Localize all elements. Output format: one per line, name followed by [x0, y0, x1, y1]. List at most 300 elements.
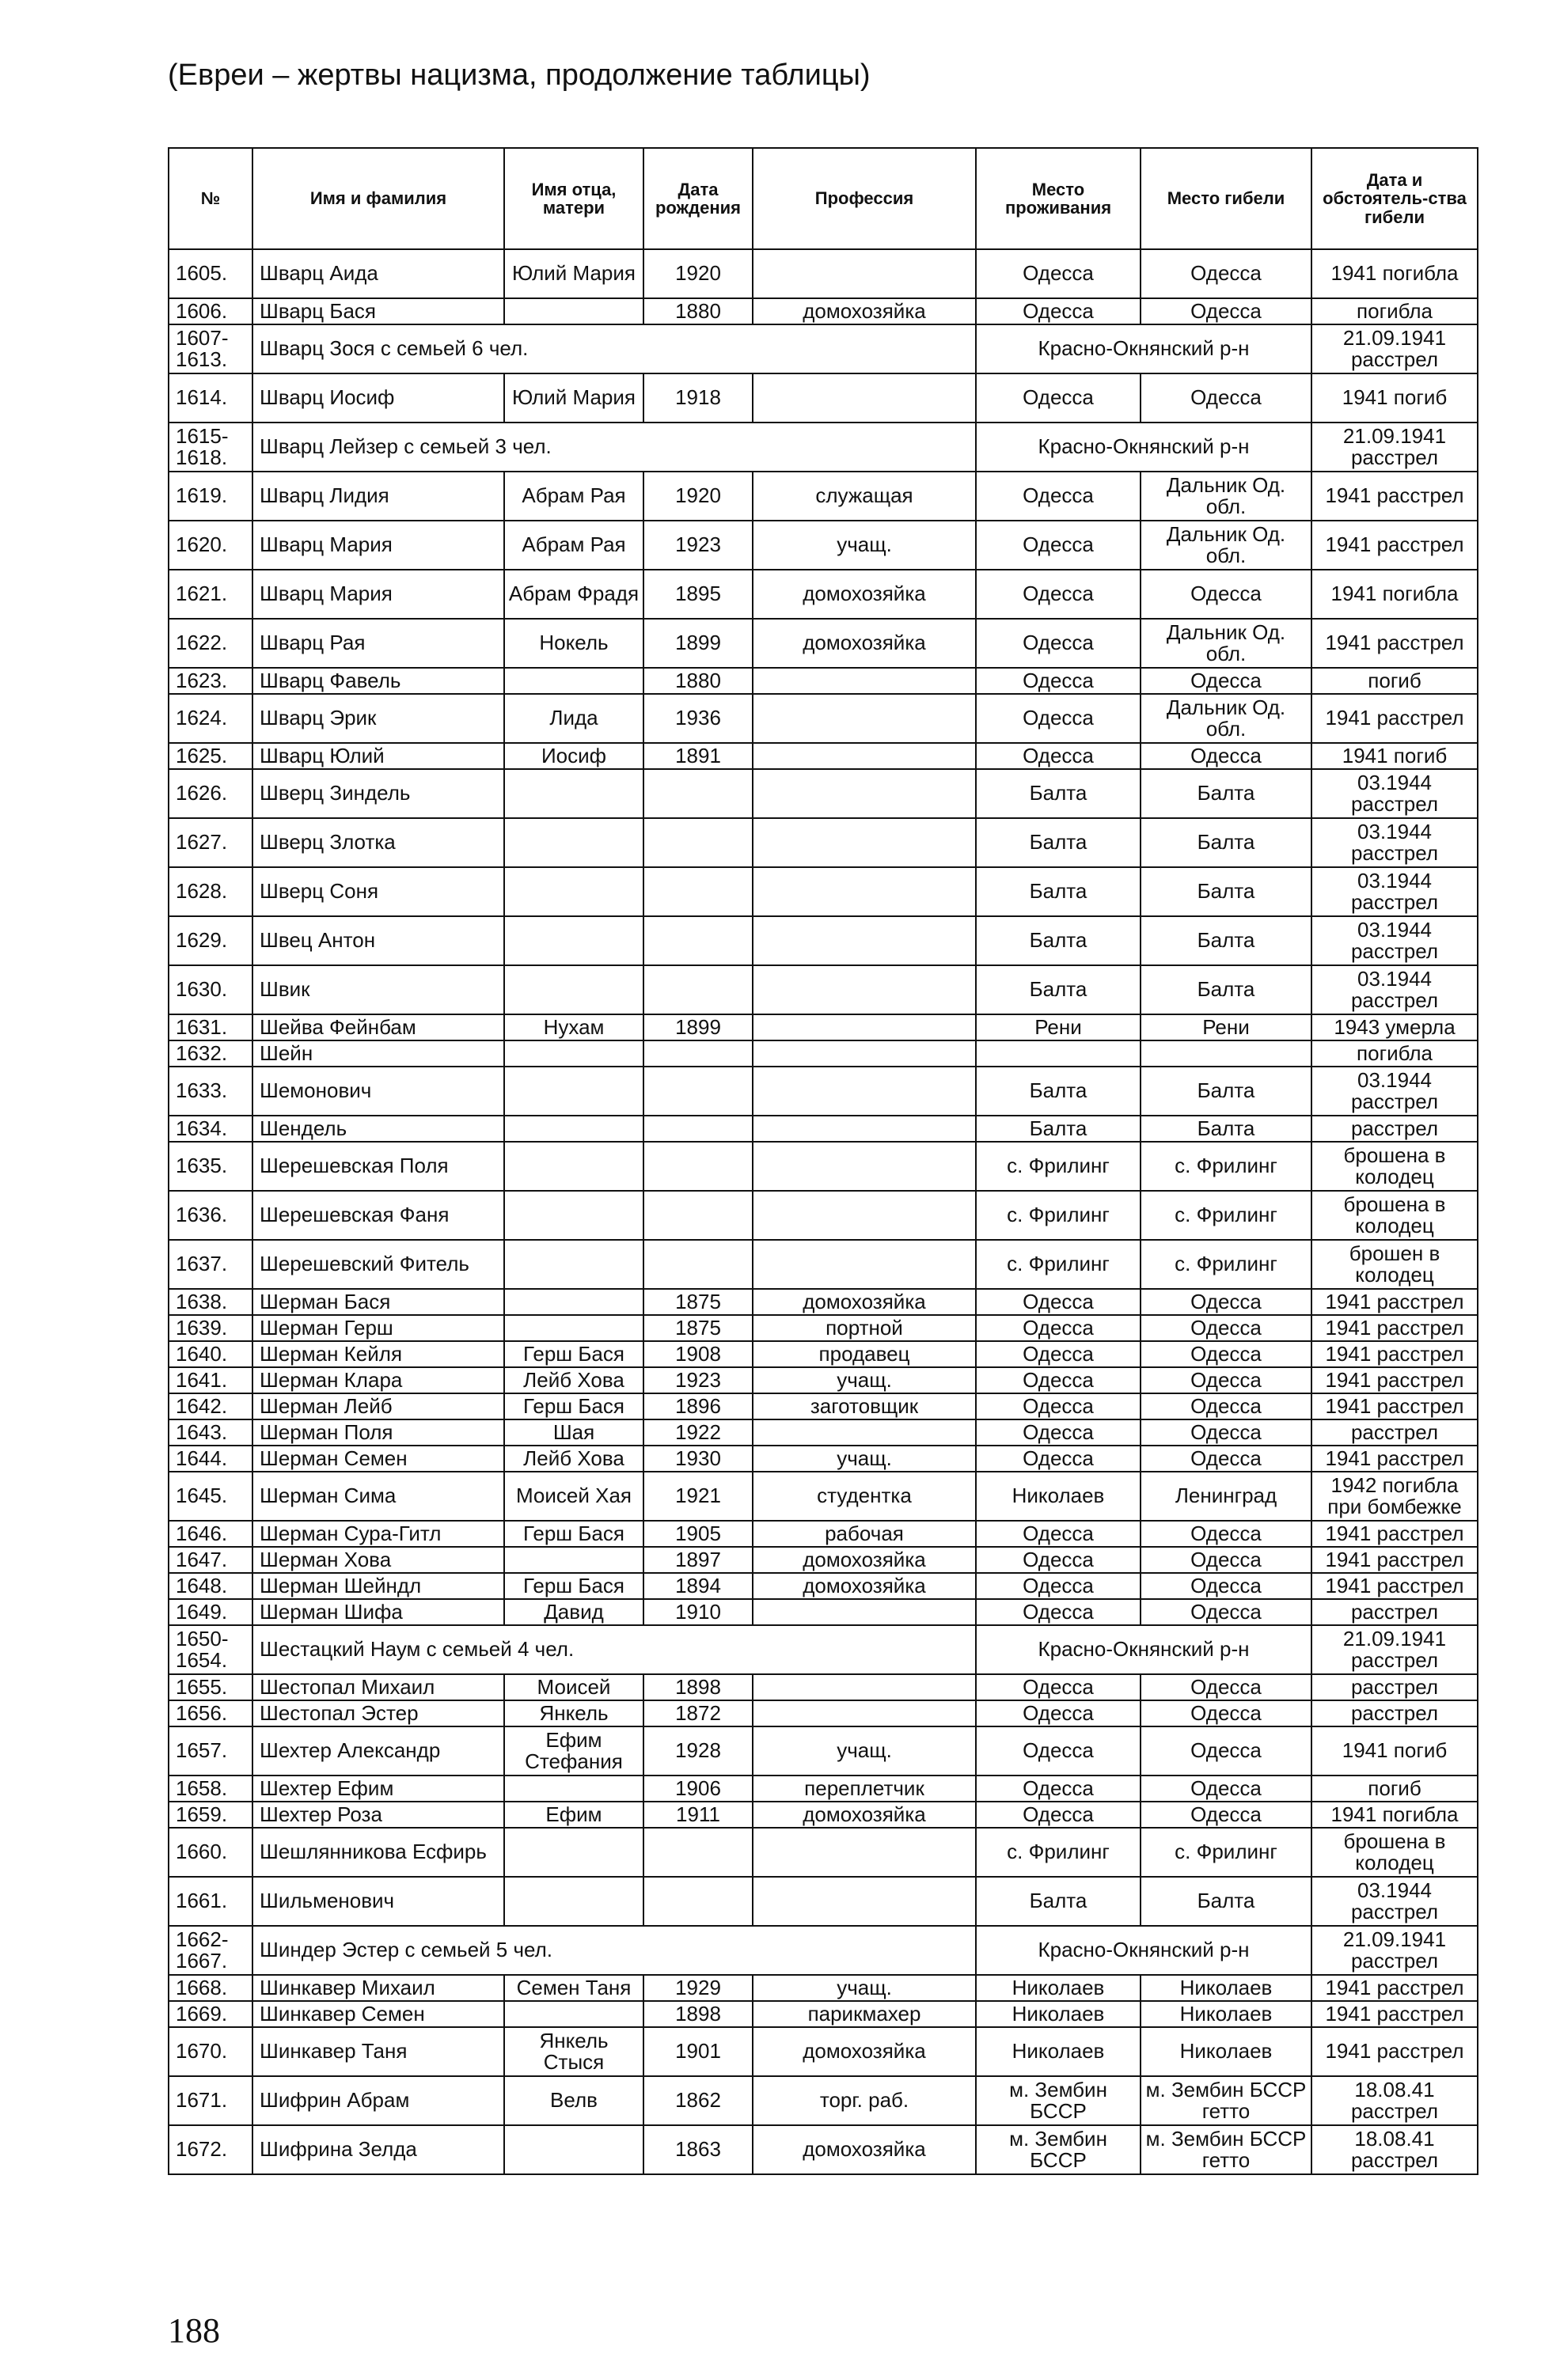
- cell-number: 1624.: [169, 694, 252, 743]
- header-death-date: Дата и обстоятель-ства гибели: [1311, 148, 1478, 249]
- cell-name: Шварц Зося с семьей 6 чел.: [252, 324, 753, 373]
- cell-residence: Одесса: [976, 1700, 1141, 1726]
- cell-death-date: 1941 расстрел: [1311, 1289, 1478, 1315]
- table-row: [169, 1877, 1478, 1926]
- cell-birth-date: 1928: [643, 1726, 753, 1776]
- table-row: [169, 743, 1478, 769]
- cell-name: Швец Антон: [252, 916, 504, 965]
- cell-profession: [753, 818, 976, 867]
- cell-parents: [504, 1315, 643, 1341]
- cell-name: Шверц Злотка: [252, 818, 504, 867]
- cell-residence: Балта: [976, 1116, 1141, 1142]
- cell-name: Шерман Бася: [252, 1289, 504, 1315]
- cell-name: Шварц Иосиф: [252, 373, 504, 423]
- cell-death-date: 1941 погиб: [1311, 743, 1478, 769]
- cell-death-date: 03.1944 расстрел: [1311, 1067, 1478, 1116]
- cell-death-place: Дальник Од. обл.: [1141, 472, 1311, 521]
- cell-parents: Лейб Хова: [504, 1446, 643, 1472]
- cell-birth-date: 1899: [643, 619, 753, 668]
- table-row: [169, 965, 1478, 1014]
- cell-parents: [504, 2001, 643, 2027]
- cell-residence: Балта: [976, 818, 1141, 867]
- header-profession: Профессия: [753, 148, 976, 249]
- cell-parents: Нокель: [504, 619, 643, 668]
- cell-residence: Балта: [976, 1877, 1141, 1926]
- cell-death-place: Одесса: [1141, 1700, 1311, 1726]
- cell-parents: [504, 1877, 643, 1926]
- cell-number: 1642.: [169, 1393, 252, 1419]
- cell-death-date: 03.1944 расстрел: [1311, 769, 1478, 818]
- cell-death-date: брошена в колодец: [1311, 1828, 1478, 1877]
- table-row: [169, 249, 1478, 298]
- cell-death-place: Рени: [1141, 1014, 1311, 1040]
- cell-number: 1648.: [169, 1573, 252, 1599]
- cell-number: 1662-1667.: [169, 1926, 252, 1975]
- cell-name: Шерман Поля: [252, 1419, 504, 1446]
- cell-residence: Балта: [976, 965, 1141, 1014]
- cell-parents: [504, 1191, 643, 1240]
- cell-number: 1626.: [169, 769, 252, 818]
- cell-death-place: Балта: [1141, 965, 1311, 1014]
- cell-profession: учащ.: [753, 521, 976, 570]
- cell-profession: домохозяйка: [753, 1573, 976, 1599]
- table-row: [169, 1040, 1478, 1067]
- cell-parents: Лейб Хова: [504, 1367, 643, 1393]
- cell-parents: [504, 298, 643, 324]
- cell-number: 1635.: [169, 1142, 252, 1191]
- cell-death-place: Дальник Од. обл.: [1141, 521, 1311, 570]
- cell-parents: Герш Бася: [504, 1573, 643, 1599]
- cell-parents: [504, 2125, 643, 2174]
- cell-residence: Одесса: [976, 472, 1141, 521]
- cell-residence: Одесса: [976, 1674, 1141, 1700]
- cell-number: 1656.: [169, 1700, 252, 1726]
- cell-profession: домохозяйка: [753, 2027, 976, 2076]
- cell-name: Шварц Юлий: [252, 743, 504, 769]
- cell-death-date: расстрел: [1311, 1700, 1478, 1726]
- header-parents: Имя отца, матери: [504, 148, 643, 249]
- cell-number: 1659.: [169, 1802, 252, 1828]
- table-row: [169, 1116, 1478, 1142]
- cell-parents: [504, 769, 643, 818]
- cell-residence: Одесса: [976, 521, 1141, 570]
- cell-death-place: Одесса: [1141, 1547, 1311, 1573]
- cell-birth-date: [643, 1240, 753, 1289]
- cell-profession: [753, 1191, 976, 1240]
- cell-birth-date: 1898: [643, 1674, 753, 1700]
- cell-number: 1614.: [169, 373, 252, 423]
- cell-name: Шварц Мария: [252, 570, 504, 619]
- cell-name: Шестацкий Наум с семьей 4 чел.: [252, 1625, 753, 1674]
- cell-death-date: 1941 расстрел: [1311, 1975, 1478, 2001]
- cell-number: 1643.: [169, 1419, 252, 1446]
- cell-parents: [504, 1240, 643, 1289]
- cell-number: 1629.: [169, 916, 252, 965]
- cell-birth-date: 1930: [643, 1446, 753, 1472]
- cell-parents: [504, 668, 643, 694]
- cell-profession: переплетчик: [753, 1776, 976, 1802]
- cell-death-date: 1942 погибла при бомбежке: [1311, 1472, 1478, 1521]
- cell-name: Шварц Мария: [252, 521, 504, 570]
- cell-profession: торг. раб.: [753, 2076, 976, 2125]
- cell-residence: м. Зембин БССР: [976, 2076, 1141, 2125]
- cell-name: Шестопал Эстер: [252, 1700, 504, 1726]
- cell-number: 1625.: [169, 743, 252, 769]
- cell-name: Шендель: [252, 1116, 504, 1142]
- cell-death-place: [1141, 1040, 1311, 1067]
- cell-death-date: 21.09.1941 расстрел: [1311, 423, 1478, 472]
- cell-death-place: Одесса: [1141, 570, 1311, 619]
- cell-name: Шварц Лейзер с семьей 3 чел.: [252, 423, 753, 472]
- cell-death-date: 1941 расстрел: [1311, 1341, 1478, 1367]
- cell-name: Шерман Лейб: [252, 1393, 504, 1419]
- cell-residence: Одесса: [976, 1367, 1141, 1393]
- table-row: [169, 2076, 1478, 2125]
- cell-residence: Одесса: [976, 1599, 1141, 1625]
- cell-residence: Одесса: [976, 1776, 1141, 1802]
- cell-profession: [753, 1116, 976, 1142]
- cell-birth-date: 1875: [643, 1315, 753, 1341]
- cell-parents: Семен Таня: [504, 1975, 643, 2001]
- table-row: [169, 570, 1478, 619]
- cell-number: 1638.: [169, 1289, 252, 1315]
- cell-death-place: с. Фрилинг: [1141, 1142, 1311, 1191]
- cell-name: Шехтер Александр: [252, 1726, 504, 1776]
- cell-name: Шинкавер Таня: [252, 2027, 504, 2076]
- cell-parents: Янкель Стыся: [504, 2027, 643, 2076]
- cell-death-date: расстрел: [1311, 1599, 1478, 1625]
- cell-residence: Одесса: [976, 373, 1141, 423]
- table-row: [169, 1547, 1478, 1573]
- cell-name: Шиндер Эстер с семьей 5 чел.: [252, 1926, 753, 1975]
- cell-birth-date: [643, 1067, 753, 1116]
- cell-profession: [753, 1240, 976, 1289]
- cell-death-place: Красно-Окнянский р-н: [976, 1625, 1311, 1674]
- table-row: [169, 1472, 1478, 1521]
- cell-profession: [753, 249, 976, 298]
- cell-number: 1633.: [169, 1067, 252, 1116]
- cell-birth-date: [643, 965, 753, 1014]
- cell-birth-date: 1906: [643, 1776, 753, 1802]
- table-row: [169, 1341, 1478, 1367]
- cell-parents: Шая: [504, 1419, 643, 1446]
- cell-name: Шемонович: [252, 1067, 504, 1116]
- cell-parents: Лида: [504, 694, 643, 743]
- cell-parents: Ефим: [504, 1802, 643, 1828]
- cell-residence: Одесса: [976, 1289, 1141, 1315]
- cell-name: Шварц Аида: [252, 249, 504, 298]
- cell-number: 1632.: [169, 1040, 252, 1067]
- cell-name: Шинкавер Михаил: [252, 1975, 504, 2001]
- table-row: [169, 1700, 1478, 1726]
- cell-death-date: 1941 расстрел: [1311, 1446, 1478, 1472]
- cell-number: 1615-1618.: [169, 423, 252, 472]
- cell-death-date: 1941 погиб: [1311, 1726, 1478, 1776]
- cell-number: 1620.: [169, 521, 252, 570]
- cell-profession: [753, 1625, 976, 1674]
- cell-residence: Одесса: [976, 1547, 1141, 1573]
- cell-name: Шерман Сура-Гитл: [252, 1521, 504, 1547]
- cell-residence: Балта: [976, 916, 1141, 965]
- cell-profession: [753, 965, 976, 1014]
- cell-residence: Одесса: [976, 743, 1141, 769]
- cell-residence: с. Фрилинг: [976, 1142, 1141, 1191]
- cell-birth-date: 1896: [643, 1393, 753, 1419]
- cell-residence: [976, 1040, 1141, 1067]
- cell-death-place: Балта: [1141, 1067, 1311, 1116]
- cell-birth-date: [643, 1828, 753, 1877]
- cell-number: 1670.: [169, 2027, 252, 2076]
- cell-death-place: Одесса: [1141, 298, 1311, 324]
- table-row: [169, 1828, 1478, 1877]
- cell-death-place: Николаев: [1141, 2027, 1311, 2076]
- cell-death-place: Одесса: [1141, 668, 1311, 694]
- table-row: [169, 1393, 1478, 1419]
- cell-profession: [753, 867, 976, 916]
- table-row: [169, 1289, 1478, 1315]
- cell-name: Шестопал Михаил: [252, 1674, 504, 1700]
- cell-death-date: погиб: [1311, 1776, 1478, 1802]
- cell-birth-date: 1875: [643, 1289, 753, 1315]
- page-title: (Евреи – жертвы нацизма, продолжение таблицы): [168, 59, 871, 92]
- cell-name: Шехтер Ефим: [252, 1776, 504, 1802]
- cell-residence: Николаев: [976, 1472, 1141, 1521]
- table-row: [169, 298, 1478, 324]
- header-birth-date: Дата рождения: [643, 148, 753, 249]
- cell-death-place: Балта: [1141, 1877, 1311, 1926]
- cell-name: Шерман Шейндл: [252, 1573, 504, 1599]
- cell-death-place: Николаев: [1141, 2001, 1311, 2027]
- table-row: [169, 1367, 1478, 1393]
- cell-birth-date: 1863: [643, 2125, 753, 2174]
- table-row: [169, 769, 1478, 818]
- cell-parents: [504, 1547, 643, 1573]
- cell-death-place: Балта: [1141, 1116, 1311, 1142]
- cell-parents: Нухам: [504, 1014, 643, 1040]
- cell-number: 1661.: [169, 1877, 252, 1926]
- cell-death-date: 1941 расстрел: [1311, 1573, 1478, 1599]
- cell-parents: Юлий Мария: [504, 249, 643, 298]
- cell-death-date: погиб: [1311, 668, 1478, 694]
- cell-number: 1646.: [169, 1521, 252, 1547]
- cell-birth-date: [643, 818, 753, 867]
- cell-birth-date: 1894: [643, 1573, 753, 1599]
- table-row: [169, 818, 1478, 867]
- cell-death-place: Одесса: [1141, 1802, 1311, 1828]
- cell-profession: домохозяйка: [753, 619, 976, 668]
- cell-name: Шерман Кейля: [252, 1341, 504, 1367]
- cell-residence: Одесса: [976, 1315, 1141, 1341]
- cell-profession: учащ.: [753, 1726, 976, 1776]
- cell-death-date: 1941 погибла: [1311, 1802, 1478, 1828]
- cell-number: 1606.: [169, 298, 252, 324]
- cell-parents: [504, 867, 643, 916]
- cell-death-date: 1941 расстрел: [1311, 694, 1478, 743]
- cell-death-place: Красно-Окнянский р-н: [976, 423, 1311, 472]
- cell-death-date: 18.08.41 расстрел: [1311, 2076, 1478, 2125]
- cell-residence: Одесса: [976, 249, 1141, 298]
- cell-name: Шешлянникова Есфирь: [252, 1828, 504, 1877]
- cell-birth-date: [643, 867, 753, 916]
- cell-residence: Одесса: [976, 1446, 1141, 1472]
- table-row: [169, 1802, 1478, 1828]
- cell-birth-date: 1901: [643, 2027, 753, 2076]
- cell-profession: [753, 668, 976, 694]
- header-residence: Место проживания: [976, 148, 1141, 249]
- cell-name: Шерман Клара: [252, 1367, 504, 1393]
- cell-number: 1650-1654.: [169, 1625, 252, 1674]
- cell-death-place: Дальник Од. обл.: [1141, 619, 1311, 668]
- cell-number: 1621.: [169, 570, 252, 619]
- cell-birth-date: 1929: [643, 1975, 753, 2001]
- cell-death-date: брошен в колодец: [1311, 1240, 1478, 1289]
- cell-birth-date: 1862: [643, 2076, 753, 2125]
- cell-number: 1622.: [169, 619, 252, 668]
- cell-death-place: м. Зембин БССР гетто: [1141, 2125, 1311, 2174]
- cell-name: Шерешевская Поля: [252, 1142, 504, 1191]
- cell-number: 1657.: [169, 1726, 252, 1776]
- table-row: [169, 1573, 1478, 1599]
- cell-parents: Моисей Хая: [504, 1472, 643, 1521]
- cell-number: 1637.: [169, 1240, 252, 1289]
- cell-profession: [753, 373, 976, 423]
- cell-profession: [753, 1142, 976, 1191]
- cell-name: Шерешевский Фитель: [252, 1240, 504, 1289]
- cell-birth-date: [643, 1877, 753, 1926]
- cell-birth-date: 1920: [643, 249, 753, 298]
- table-row: [169, 472, 1478, 521]
- cell-residence: Одесса: [976, 570, 1141, 619]
- cell-profession: [753, 769, 976, 818]
- cell-name: Шварц Эрик: [252, 694, 504, 743]
- header-name: Имя и фамилия: [252, 148, 504, 249]
- header-number: №: [169, 148, 252, 249]
- table-row: [169, 1776, 1478, 1802]
- cell-profession: [753, 324, 976, 373]
- cell-profession: домохозяйка: [753, 1547, 976, 1573]
- cell-residence: Одесса: [976, 1393, 1141, 1419]
- cell-name: Шерман Хова: [252, 1547, 504, 1573]
- cell-name: Шинкавер Семен: [252, 2001, 504, 2027]
- table-row: [169, 1240, 1478, 1289]
- cell-death-place: Одесса: [1141, 1599, 1311, 1625]
- cell-residence: Одесса: [976, 1726, 1141, 1776]
- cell-birth-date: 1936: [643, 694, 753, 743]
- cell-profession: [753, 1040, 976, 1067]
- cell-profession: [753, 1700, 976, 1726]
- cell-residence: Балта: [976, 1067, 1141, 1116]
- cell-death-date: 21.09.1941 расстрел: [1311, 1625, 1478, 1674]
- cell-profession: [753, 1926, 976, 1975]
- cell-parents: [504, 1142, 643, 1191]
- cell-birth-date: [643, 1142, 753, 1191]
- cell-birth-date: 1918: [643, 373, 753, 423]
- cell-death-date: 1941 расстрел: [1311, 1315, 1478, 1341]
- cell-death-place: Одесса: [1141, 1367, 1311, 1393]
- cell-name: Шверц Соня: [252, 867, 504, 916]
- table-header-row: [169, 148, 1478, 249]
- cell-birth-date: 1923: [643, 521, 753, 570]
- cell-parents: [504, 1289, 643, 1315]
- cell-name: Шифрина Зелда: [252, 2125, 504, 2174]
- cell-name: Шифрин Абрам: [252, 2076, 504, 2125]
- cell-birth-date: 1911: [643, 1802, 753, 1828]
- cell-death-date: 1941 расстрел: [1311, 1393, 1478, 1419]
- cell-residence: Одесса: [976, 298, 1141, 324]
- table-row: [169, 1067, 1478, 1116]
- cell-number: 1605.: [169, 249, 252, 298]
- cell-profession: [753, 1419, 976, 1446]
- cell-residence: Николаев: [976, 2001, 1141, 2027]
- cell-death-place: Дальник Од. обл.: [1141, 694, 1311, 743]
- cell-parents: Велв: [504, 2076, 643, 2125]
- cell-profession: [753, 743, 976, 769]
- cell-profession: [753, 423, 976, 472]
- cell-parents: Абрам Рая: [504, 521, 643, 570]
- cell-name: Швик: [252, 965, 504, 1014]
- cell-parents: Янкель: [504, 1700, 643, 1726]
- cell-profession: домохозяйка: [753, 1802, 976, 1828]
- cell-residence: Одесса: [976, 619, 1141, 668]
- cell-birth-date: 1923: [643, 1367, 753, 1393]
- cell-death-place: Балта: [1141, 769, 1311, 818]
- cell-death-place: Одесса: [1141, 1573, 1311, 1599]
- cell-birth-date: 1908: [643, 1341, 753, 1367]
- cell-name: Шерман Герш: [252, 1315, 504, 1341]
- table-row: [169, 1975, 1478, 2001]
- cell-birth-date: 1880: [643, 668, 753, 694]
- cell-residence: Одесса: [976, 668, 1141, 694]
- cell-profession: [753, 1599, 976, 1625]
- cell-number: 1644.: [169, 1446, 252, 1472]
- table-row: [169, 916, 1478, 965]
- cell-death-date: 03.1944 расстрел: [1311, 965, 1478, 1014]
- cell-death-date: 1941 расстрел: [1311, 619, 1478, 668]
- cell-profession: [753, 1067, 976, 1116]
- cell-residence: м. Зембин БССР: [976, 2125, 1141, 2174]
- cell-death-place: Одесса: [1141, 1315, 1311, 1341]
- cell-number: 1631.: [169, 1014, 252, 1040]
- cell-birth-date: [643, 1040, 753, 1067]
- cell-death-date: брошена в колодец: [1311, 1191, 1478, 1240]
- cell-parents: Абрам Фрадя: [504, 570, 643, 619]
- table-row: [169, 1446, 1478, 1472]
- cell-parents: [504, 818, 643, 867]
- cell-parents: Ефим Стефания: [504, 1726, 643, 1776]
- cell-residence: Николаев: [976, 1975, 1141, 2001]
- cell-number: 1641.: [169, 1367, 252, 1393]
- table-row: [169, 1599, 1478, 1625]
- cell-death-date: 1941 расстрел: [1311, 1547, 1478, 1573]
- table-row: [169, 694, 1478, 743]
- cell-residence: Одесса: [976, 694, 1141, 743]
- cell-name: Шерман Шифа: [252, 1599, 504, 1625]
- cell-number: 1627.: [169, 818, 252, 867]
- table-row: [169, 1625, 1478, 1674]
- cell-parents: [504, 1116, 643, 1142]
- cell-name: Шехтер Роза: [252, 1802, 504, 1828]
- cell-number: 1623.: [169, 668, 252, 694]
- cell-number: 1619.: [169, 472, 252, 521]
- cell-death-date: 03.1944 расстрел: [1311, 867, 1478, 916]
- cell-number: 1669.: [169, 2001, 252, 2027]
- cell-birth-date: 1921: [643, 1472, 753, 1521]
- victims-table: [168, 147, 1478, 2175]
- cell-profession: рабочая: [753, 1521, 976, 1547]
- cell-death-place: Ленинград: [1141, 1472, 1311, 1521]
- cell-death-place: Красно-Окнянский р-н: [976, 1926, 1311, 1975]
- cell-death-place: Одесса: [1141, 1393, 1311, 1419]
